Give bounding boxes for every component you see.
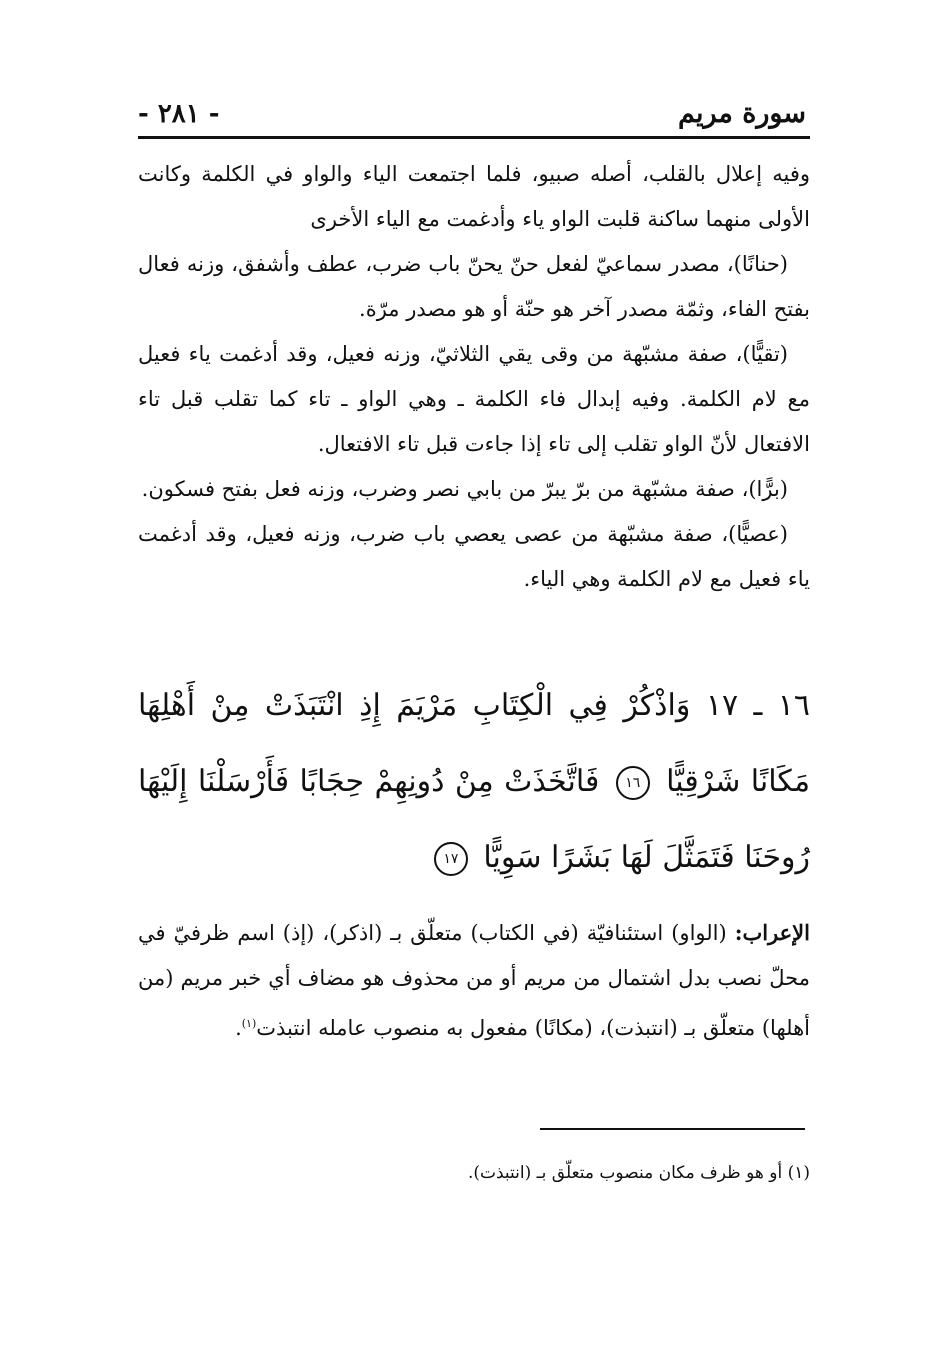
footnote-divider [540, 1128, 805, 1130]
ayah-17-marker: ١٧ [434, 842, 468, 876]
verse-number: ١٦ ـ ١٧ [705, 688, 810, 723]
irab-end: . [235, 1016, 242, 1040]
page-number: - ٢٨١ - [138, 99, 220, 129]
irab-section [138, 910, 810, 1051]
page-header [138, 92, 810, 136]
paragraph-1-line-2: الأولى منهما ساكنة قلبت الواو ياء وأدغمت مع الياء الأخرى [310, 207, 810, 231]
verse-text-part-2: فَاتَّخَذَتْ مِنْ دُونِهِمْ حِجَابًا فَأَرْسَلْنَا إِلَيْهَا رُوحَنَا فَتَمَثَّلَ لَهَا بَشَرًا سَوِيًّا [138, 764, 810, 875]
footnote: (١) أو هو ظرف مكان منصوب متعلّق بـ (انتبذت). [467, 1163, 810, 1183]
quran-verse [138, 668, 810, 896]
paragraph-1 [138, 152, 810, 242]
irab-label: الإعراب: [734, 920, 810, 945]
paragraph-5: (عصيًّا)، صفة مشبّهة من عصى يعصي باب ضرب، وزنه فعيل، وقد أدغمت ياء فعيل مع لام الكلمة وهي الياء. [138, 522, 810, 591]
footnote-reference: (١) [241, 1017, 257, 1030]
paragraph-3: (تقيًّا)، صفة مشبّهة من وقى يقي الثلاثيّ، وزنه فعيل، وقد أدغمت ياء فعيل مع لام الكلمة. وفيه إبدال فاء الكلمة ـ وهي الواو ـ تاء كما تقلب قبل تاء الافتعال لأنّ الواو تقلب إلى تاء إذا جاءت قبل تاء الافتعال. [138, 342, 810, 456]
irab-text: (الواو) استئنافيّة (في الكتاب) متعلّق بـ (اذكر)، (إذ) اسم ظرفيّ في محلّ نصب بدل اشتمال من مريم أو من محذوف هو مضاف أي خبر مريم (من أهلها) متعلّق بـ (انتبذت)، (مكانًا) مفعول به منصوب عامله انتبذت [138, 921, 810, 1040]
commentary-text [138, 152, 810, 602]
paragraph-4: (برًّا)، صفة مشبّهة من برّ يبرّ من بابي نصر وضرب، وزنه فعل بفتح فسكون. [141, 477, 788, 501]
verse-text-part-1: وَاذْكُرْ فِي الْكِتَابِ مَرْيَمَ إِذِ انْتَبَذَتْ مِنْ أَهْلِهَا مَكَانًا شَرْقِيًّا [138, 688, 811, 799]
paragraph-1-line-1: وفيه إعلال بالقلب، أصله صبيو، فلما اجتمعت الياء والواو في الكلمة وكانت [138, 162, 810, 186]
irab-paragraph [138, 910, 810, 1051]
ayah-16-marker: ١٦ [616, 766, 650, 800]
header-divider [138, 136, 810, 139]
paragraph-2: (حنانًا)، مصدر سماعيّ لفعل حنّ يحنّ باب ضرب، عطف وأشفق، وزنه فعال بفتح الفاء، وثمّة مصدر آخر هو حنّة أو هو مصدر مرّة. [138, 252, 810, 321]
surah-title: سورة مريم [678, 98, 806, 129]
